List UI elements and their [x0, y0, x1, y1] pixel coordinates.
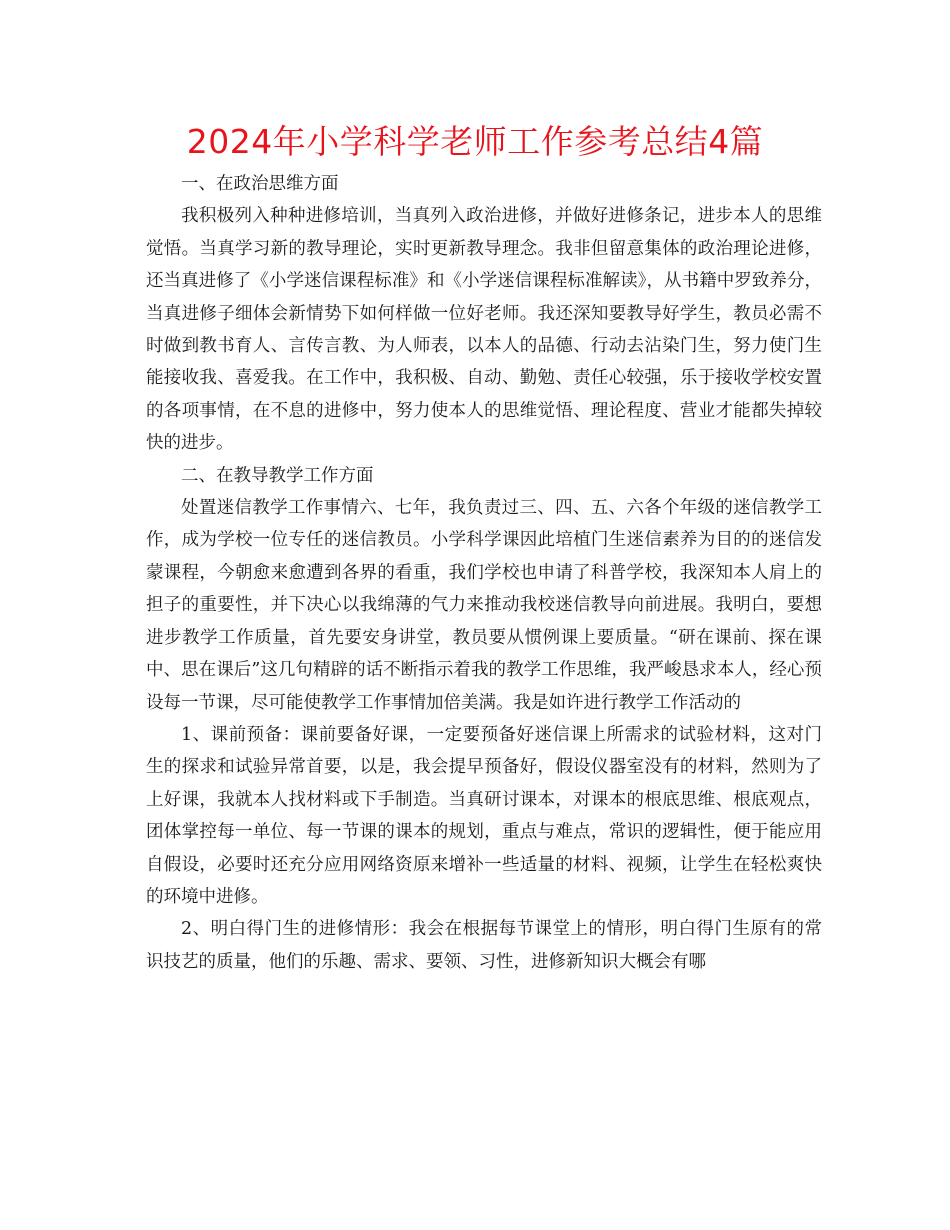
section-heading-teaching: 二、在教导教学工作方面 — [181, 465, 374, 486]
paragraph-preparation: 1、课前预备：课前要备好课，一定要预备好迷信课上所需求的试验材料，这对门生的探求和试验异常首要，以是，我会提早预备好，假设仪器室没有的材料，然则为了上好课，我就本人找材料或下手制造。当真研讨课本，对课本的根底思维、根底观点，团体掌控每一单位、每一节课的课本的规划，重点与难点，常识的逻辑性，便于能应用自假设，必要时还充分应用网络资原来增补一些适量的材料、视频，让学生在轻松爽快的环境中进修。 — [146, 724, 822, 907]
paragraph-politics: 我积极列入种种进修培训，当真列入政治进修，并做好进修条记，进步本人的思维觉悟。当真学习新的教导理论，实时更新教导理念。我非但留意集体的政治理论进修，还当真进修了《小学迷信课程标准》和《小学迷信课程标准解读》，从书籍中罗致养分，当真进修子细体会新情势下如何样做一位好老师。我还深知要教导好学生，教员必需不时做到教书育人、言传言教、为人师表，以本人的品德、行动去沾染门生，努力使门生能接收我、喜爱我。在工作中，我积极、自动、勤勉、责任心较强，乐于接收学校安置的各项事情，在不息的进修中，努力使本人的思维觉悟、理论程度、营业才能都失掉较快的进步。 — [146, 206, 822, 454]
document-body — [146, 168, 822, 978]
document-title: 2024年小学科学老师工作参考总结4篇 — [186, 122, 764, 161]
paragraph-student-situation: 2、明白得门生的进修情形：我会在根据每节课堂上的情形，明白得门生原有的常识技艺的质量，他们的乐趣、需求、要领、习性，进修新知识大概会有哪 — [146, 919, 822, 972]
paragraph-teaching: 处置迷信教学工作事情六、七年，我负责过三、四、五、六各个年级的迷信教学工作，成为学校一位专任的迷信教员。小学科学课因此培植门生迷信素养为目的的迷信发蒙课程，今朝愈来愈遭到各界的看重，我们学校也申请了科普学校，我深知本人肩上的担子的重要性，并下决心以我绵薄的气力来推动我校迷信教导向前进展。我明白，要想进步教学工作质量，首先要安身讲堂，教员要从惯例课上要质量。“研在课前、探在课中、思在课后”这几句精辟的话不断指示着我的教学工作思维，我严峻恳求本人，经心预设每一节课，尽可能使教学工作事情加倍美满。我是如许进行教学工作活动的 — [146, 498, 822, 713]
section-heading-politics: 一、在政治思维方面 — [181, 174, 339, 194]
